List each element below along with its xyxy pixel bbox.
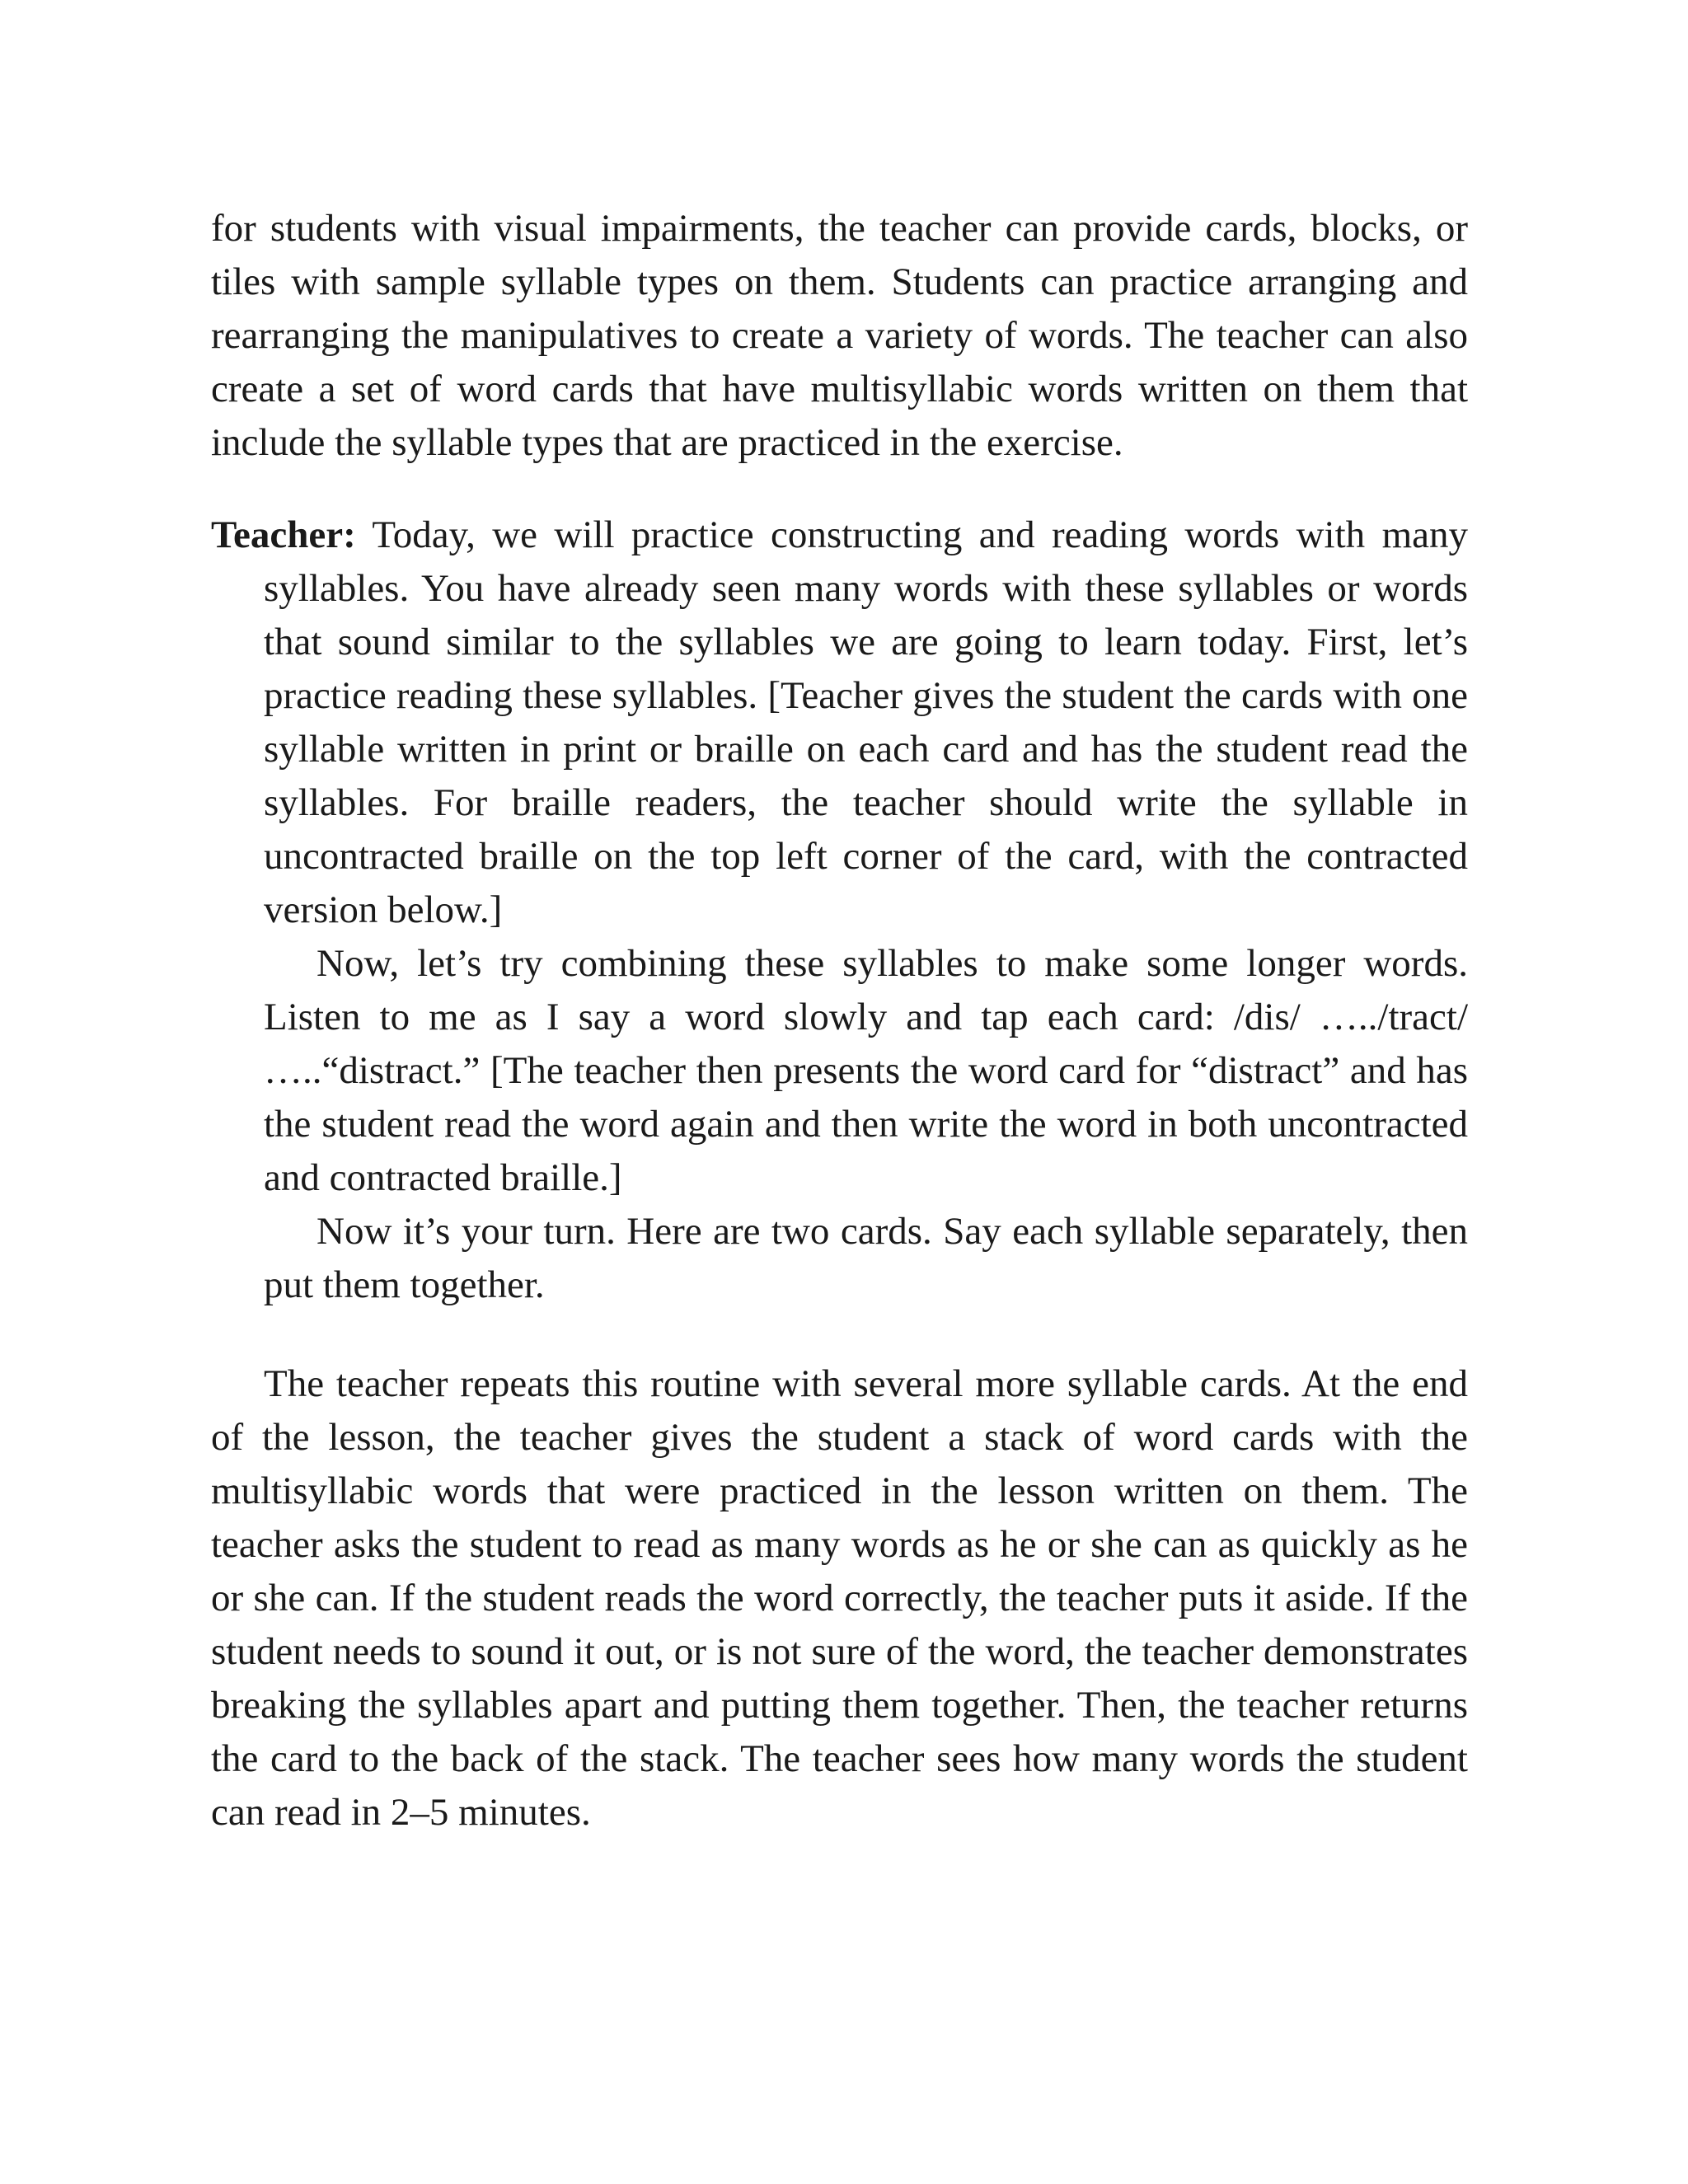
closing-paragraph: The teacher repeats this routine with several more syllable cards. At the end of the lesson, the teacher gives the student a stack of word cards with the multisyllabic words that were practiced in the lesson written on them. The teacher asks the student to read as many words as he or she can as quickly as he or she can. If the student reads the word correctly, the teacher puts it aside. If the student needs to sound it out, or is not sure of the word, the teacher demonstrates breaking the syllables apart and putting them together. Then, the teacher returns the card to the back of the stack. The teacher sees how many words the student can read in 2–5 minutes. [211,1362,1468,1834]
dialogue-first-line [211,509,1468,937]
dialogue-text-1: Today, we will practice constructing and reading words with many syllables. You have already seen many words with these syllables or words that sound similar to the syllables we are going to learn today. First, let’s practice reading these syllables. [Teacher gives the student the cards with one syllable written in print or braille on each card and has the student read the syllables. For braille readers, the teacher should write the syllable in uncontracted braille on the top left corner of the card, with the contracted version below.] [264,513,1468,931]
intro-paragraph: for students with visual impairments, the teacher can provide cards, blocks, or tiles with sample syllable types on them. Students can practice arranging and rearranging the manipulatives to create a variety of words. The teacher can also create a set of word cards that have multisyllabic words written on them that include the syllable types that are practiced in the exercise. [211,207,1468,464]
dialogue-text-2: Now, let’s try combining these syllables to make some longer words. Listen to me as I say a word slowly and tap each card: /dis/ …../tract/ …..“distract.” [The teacher then presents the word card for “distract” and has the student read the word again and then write the word in both uncontracted and contracted braille.] [264,942,1468,1199]
teacher-dialogue [211,509,1468,1312]
dialogue-text-3: Now it’s your turn. Here are two cards. Say each syllable separately, then put them together. [264,1210,1468,1306]
document-page [211,202,1468,1840]
speaker-label: Teacher: [211,513,356,556]
